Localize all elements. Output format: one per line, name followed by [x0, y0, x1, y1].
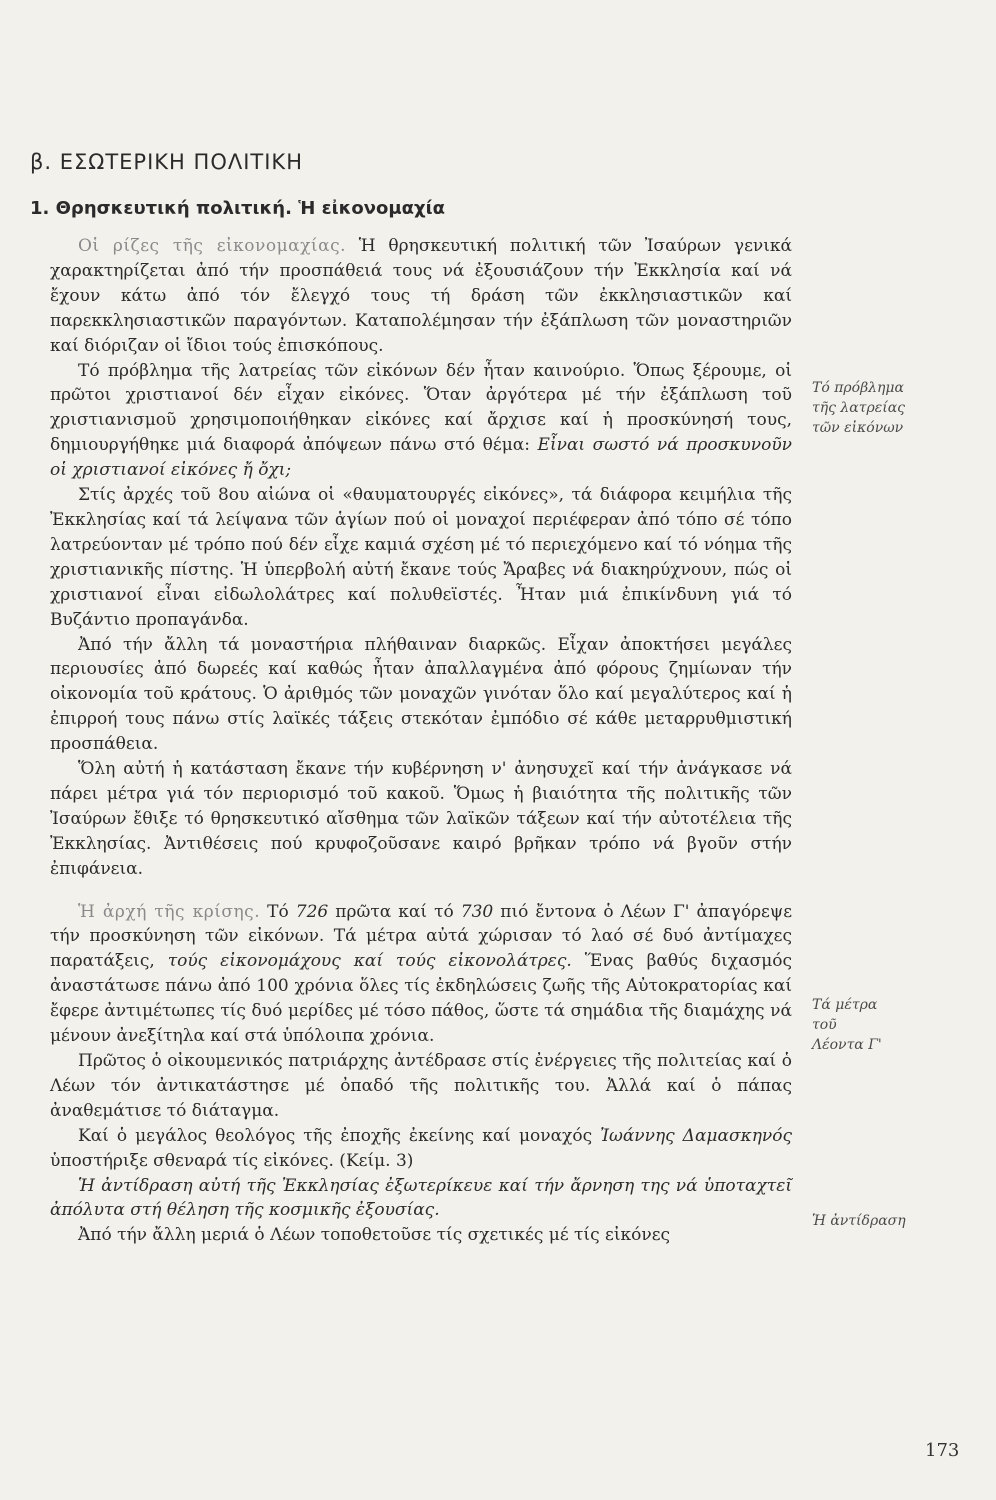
paragraph-8th-century: Στίς ἀρχές τοῦ 8ου αἰώνα οἱ «θαυματουργές εἰκόνες», τά διάφορα κειμήλια τῆς Ἐκκλησίας καί τά λείψανα τῶν ἁγίων πού οἱ μοναχοί περιέφεραν ἀπό τόπο σέ τόπο λατρεύονταν μέ τρόπο πού δέν εἶχε καμιά σχέση μέ τό περιεχόμενο καί τό νόημα τῆς χριστιανικῆς πίστης. Ἡ ὑπερβολή αὐτή ἔκανε τούς Ἄραβες νά διακηρύχνουν, πώς οἱ χριστιανοί εἶναι εἰδωλολάτρες καί πολυθεϊστές. Ἦταν μιά ἐπικίνδυνη γιά τό Βυζάντιο προπαγάνδα. [50, 485, 792, 630]
section-title: β. ΕΣΩΤΕΡΙΚΗ ΠΟΛΙΤΙΚΗ [30, 150, 303, 174]
paragraph-heading: Οἱ ρίζες τῆς εἰκονομαχίας. [78, 236, 347, 256]
margin-note-icon-worship: Τό πρόβλημα τῆς λατρείας τῶν εἰκόνων [812, 380, 906, 436]
subsection-title: 1. Θρησκευτική πολιτική. Ἡ εἰκονομαχία [30, 198, 446, 219]
paragraph-monasteries: Ἀπό τήν ἄλλη τά μοναστήρια πλήθαιναν διαρκῶς. Εἶχαν ἀποκτήσει μεγάλες περιουσίες ἀπό δωρεές καί καθώς ἦταν ἀπαλλαγμένα ἀπό φόρους ζημίωναν τήν οἰκονομία τοῦ κράτους. Ὁ ἀριθμός τῶν μοναχῶν γινόταν ὅλο καί μεγαλύτερος καί ἡ ἐπιρροή τους πάνω στίς λαϊκές τάξεις στεκόταν ἐμπόδιο σέ κάθε μεταρρυθμιστική προσπάθεια. [50, 634, 792, 755]
margin-note-reaction: Ἡ ἀντίδραση [812, 1213, 906, 1229]
paragraph-patriarch: Πρῶτος ὁ οἰκουμενικός πατριάρχης ἀντέδρασε στίς ἐνέργειες τῆς πολιτείας καί ὁ Λέων τόν ἀντικατάστησε μέ ὀπαδό τῆς πολιτικῆς του. Ἀλλά καί ὁ πάπας ἀναθεμάτισε τό διάταγμα. [50, 1051, 792, 1121]
paragraph-crisis: Ἡ ἀρχή τῆς κρίσης. Τό 726 πρῶτα καί τό 730 πιό ἔντονα ὁ Λέων Γ' ἀπαγόρεψε τήν προσκύνηση τῶν εἰκόνων. Τά μέτρα αὐτά χώρισαν τό λαό σέ δυό ἀντίμαχες παρατάξεις, τούς εἰκονομάχους καί τούς εἰκονολάτρες. Ἕνας βαθύς διχασμός ἀναστάτωσε πάνω ἀπό 100 χρόνια ὅλες τίς ἐκδηλώσεις ζωῆς τῆς Αὐτοκρατορίας καί ἔφερε ἀντιμέτωπες τίς δυό μερίδες μέ τόσο πάθος, ὥστε τά σημάδια τῆς διαμάχης νά μένουν ἀνεξίτηλα καί στά ὑπόλοιπα χρόνια. [50, 901, 793, 1047]
paragraph-government: Ὅλη αὐτή ἡ κατάσταση ἔκανε τήν κυβέρνηση ν' ἀνησυχεῖ καί τήν ἀνάγκασε νά πάρει μέτρα γιά τόν περιορισμό τοῦ κακοῦ. Ὅμως ἡ βιαιότητα τῆς πολιτικῆς τῶν Ἰσαύρων ἔθιξε τό θρησκευτικό αἴσθημα τῶν λαϊκῶν τάξεων καί τήν αὐτοτέλεια τῆς Ἐκκλησίας. Ἀντιθέσεις πού κρυφοζοῦσανε καιρό βρῆκαν τρόπο νά βγοῦν στήν ἐπιφάνεια. [50, 759, 792, 879]
paragraph-damascene: Καί ὁ μεγάλος θεολόγος τῆς ἐποχῆς ἐκείνης καί μοναχός Ἰωάννης Δαμασκηνός ὑποστήριξε σθεναρά τίς εἰκόνες. (Κείμ. 3) [50, 1125, 792, 1171]
page-number: 173 [925, 1440, 960, 1461]
paragraph-leo: Ἀπό τήν ἄλλη μεριά ὁ Λέων τοποθετοῦσε τίς σχετικές μέ τίς εἰκόνες [78, 1225, 671, 1246]
paragraph-church-reaction: Ἡ ἀντίδραση αὐτή τῆς Ἐκκλησίας ἐξωτερίκευε καί τήν ἄρνηση της νά ὑποταχτεῖ ἀπόλυτα στή θέληση τῆς κοσμικῆς ἐξουσίας. [50, 1175, 792, 1221]
paragraph-heading: Ἡ ἀρχή τῆς κρίσης. [78, 901, 261, 922]
paragraph-icon-worship: Τό πρόβλημα τῆς λατρείας τῶν εἰκόνων δέν ἦταν καινούριο. Ὅπως ξέρουμε, οἱ πρῶτοι χριστιανοί δέν εἶχαν εἰκόνες. Ὅταν ἀργότερα μέ τήν ἐξάπλωση τοῦ χριστιανισμοῦ χρησιμοποιήθηκαν εἰκόνες καί ἄρχισε καί ἡ προσκύνησή τους, δημιουργήθηκε μιά διαφορά ἀπόψεων πάνω στό θέμα: Εἶναι σωστό νά προσκυνοῦν οἱ χριστιανοί εἰκόνες ἤ ὄχι; [50, 360, 792, 481]
margin-note-leo-measures: Τά μέτρα τοῦ Λέοντα Γ' [812, 997, 882, 1053]
main-text [50, 234, 792, 1248]
paragraph-roots: Οἱ ρίζες τῆς εἰκονομαχίας. Ἡ θρησκευτική πολιτική τῶν Ἰσαύρων γενικά χαρακτηρίζεται ἀπό τήν προσπάθειά τους νά ἐξουσιάζουν τήν Ἐκκλησία καί νά ἔχουν κάτω ἀπό τόν ἔλεγχό τους τή δράση τῶν ἐκκλησιαστικῶν καί παρεκκλησιαστικῶν παραγόντων. Καταπολέμησαν τήν ἐξάπλωση τῶν μοναστηριῶν καί διόριζαν οἱ ἴδιοι τούς ἐπισκόπους. [50, 236, 792, 356]
